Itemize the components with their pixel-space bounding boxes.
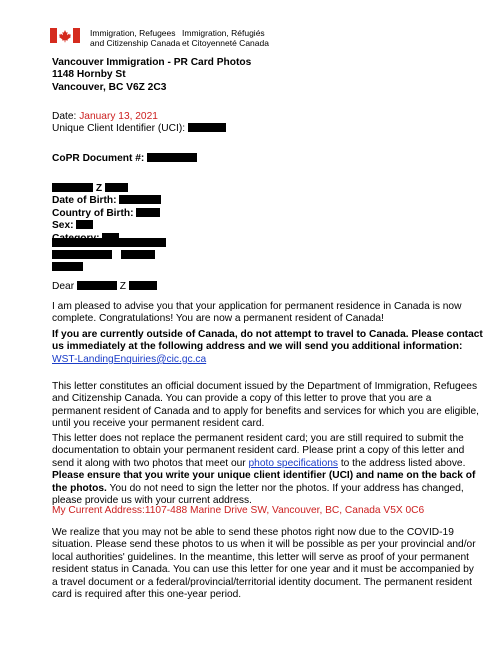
department-en-line2: and Citizenship Canada [90,38,181,48]
current-address: My Current Address:1107-488 Marine Drive SW, Vancouver, BC, Canada V5X 0C6 [52,505,425,516]
contact-email-link[interactable]: WST-LandingEnquiries@cic.gc.ca [52,353,207,365]
photo-specifications-link[interactable]: photo specifications [248,457,338,469]
paragraph-pr-card [52,433,475,507]
p4-line3 [52,458,475,470]
greeting-dear: Dear [52,281,75,292]
redaction-address-line3 [52,262,83,271]
redaction-greeting-surname [129,281,157,290]
letter-meta [52,111,226,136]
redaction-surname [105,183,128,192]
dob-row [52,195,161,207]
paragraph-official-document [52,381,479,431]
p5-line2: situation. Please send these photos to us when it will be possible as per your provincial and/or [52,539,476,551]
p4-line5-rest: You do not need to sign the letter nor the photos. If your address has changed, [106,482,464,494]
paragraph-travel-warning [52,329,483,366]
p4-line1: This letter does not replace the permanent resident card; you are still required to submit the [52,433,464,444]
date-value: January 13, 2021 [79,111,158,122]
p4-line3-pre: send it along with two photos that meet our [52,457,249,469]
sex-label: Sex: [52,220,74,232]
p5-line5: a travel document or a federal/provincial/territorial identity document. The permanent resident [52,576,472,588]
greeting-z: Z [119,281,127,292]
redaction-name [52,183,93,192]
paragraph-approval [52,301,461,326]
recipient-address [52,57,251,94]
dob-label: Date of Birth: [52,195,117,207]
redaction-uci [188,123,226,132]
p4-line3-post: to the address listed above. [338,457,466,469]
recipient-line3: Vancouver, BC V6Z 2C3 [52,81,167,93]
canada-flag-icon [50,28,80,43]
redaction-address-line1 [52,238,166,247]
p4-line5-bold: the photos. [52,482,107,494]
department-fr-line2: et Citoyenneté Canada [182,38,269,48]
recipient-line2: 1148 Hornby St [52,69,126,81]
p4-line4: Please ensure that you write your unique client identifier (UCI) and name on the back of [52,470,476,482]
department-en-line1: Immigration, Refugees [90,28,176,38]
sex-row [52,220,161,232]
recipient-line1: Vancouver Immigration - PR Card Photos [52,57,252,68]
p2-line2: us immediately at the following address and we will send you additional information: [52,341,463,353]
p5-line6: card is required after this one-year period. [52,589,242,601]
p1-line2: complete. Congratulations! You are now a permanent resident of Canada! [52,313,384,325]
p3-line2: and Citizenship Canada. You can provide a copy of this letter to prove that you are a [52,393,432,405]
p4-line2: documentation to obtain your permanent resident card. Please print a copy of this letter and [52,445,465,457]
p1-line1: I am pleased to advise you that your application for permanent residence in Canada is now [52,301,462,312]
name-z: Z [95,183,103,194]
p3-line4: until you receive your permanent resident card. [52,418,265,430]
name-row [52,183,161,195]
department-name-en [90,28,180,48]
date-row [52,111,226,123]
redaction-dob [119,195,161,204]
copr-label: CoPR Document #: [52,153,145,164]
redaction-address-line2a [52,250,112,259]
redaction-greeting-name [77,281,117,290]
p5-line3: local authorities' guidelines. In the meantime, this letter will serve as proof of your permanent [52,551,470,563]
p4-line6: please provide us with your current address. [52,495,252,507]
date-label: Date: [52,111,77,122]
p3-line3: permanent resident of Canada and to apply for benefits and services for which you are eligible, [52,405,479,417]
redaction-sex [76,220,93,229]
paragraph-covid [52,527,476,601]
redaction-address-line2b [121,250,155,259]
copr-row [52,153,197,165]
uci-label: Unique Client Identifier (UCI): [52,123,186,135]
department-fr-line1: Immigration, Réfugiés [182,28,265,38]
cob-label: Country of Birth: [52,207,134,219]
redaction-cob [136,208,160,217]
person-details [52,183,161,245]
p2-line1: If you are currently outside of Canada, do not attempt to travel to Canada. Please contact [52,329,483,340]
uci-row [52,123,226,135]
p5-line1: We realize that you may not be able to send these photos right now due to the COVID-19 [52,527,454,538]
cob-row [52,208,161,220]
p4-line5 [52,483,475,495]
p5-line4: resident status in Canada. You can use this letter for one year and it must be accompanied by [52,564,474,576]
department-name-fr [182,28,269,48]
redaction-copr [147,153,197,162]
greeting [52,281,157,293]
p3-line1: This letter constitutes an official document issued by the Department of Immigration, Refugees [52,381,478,392]
